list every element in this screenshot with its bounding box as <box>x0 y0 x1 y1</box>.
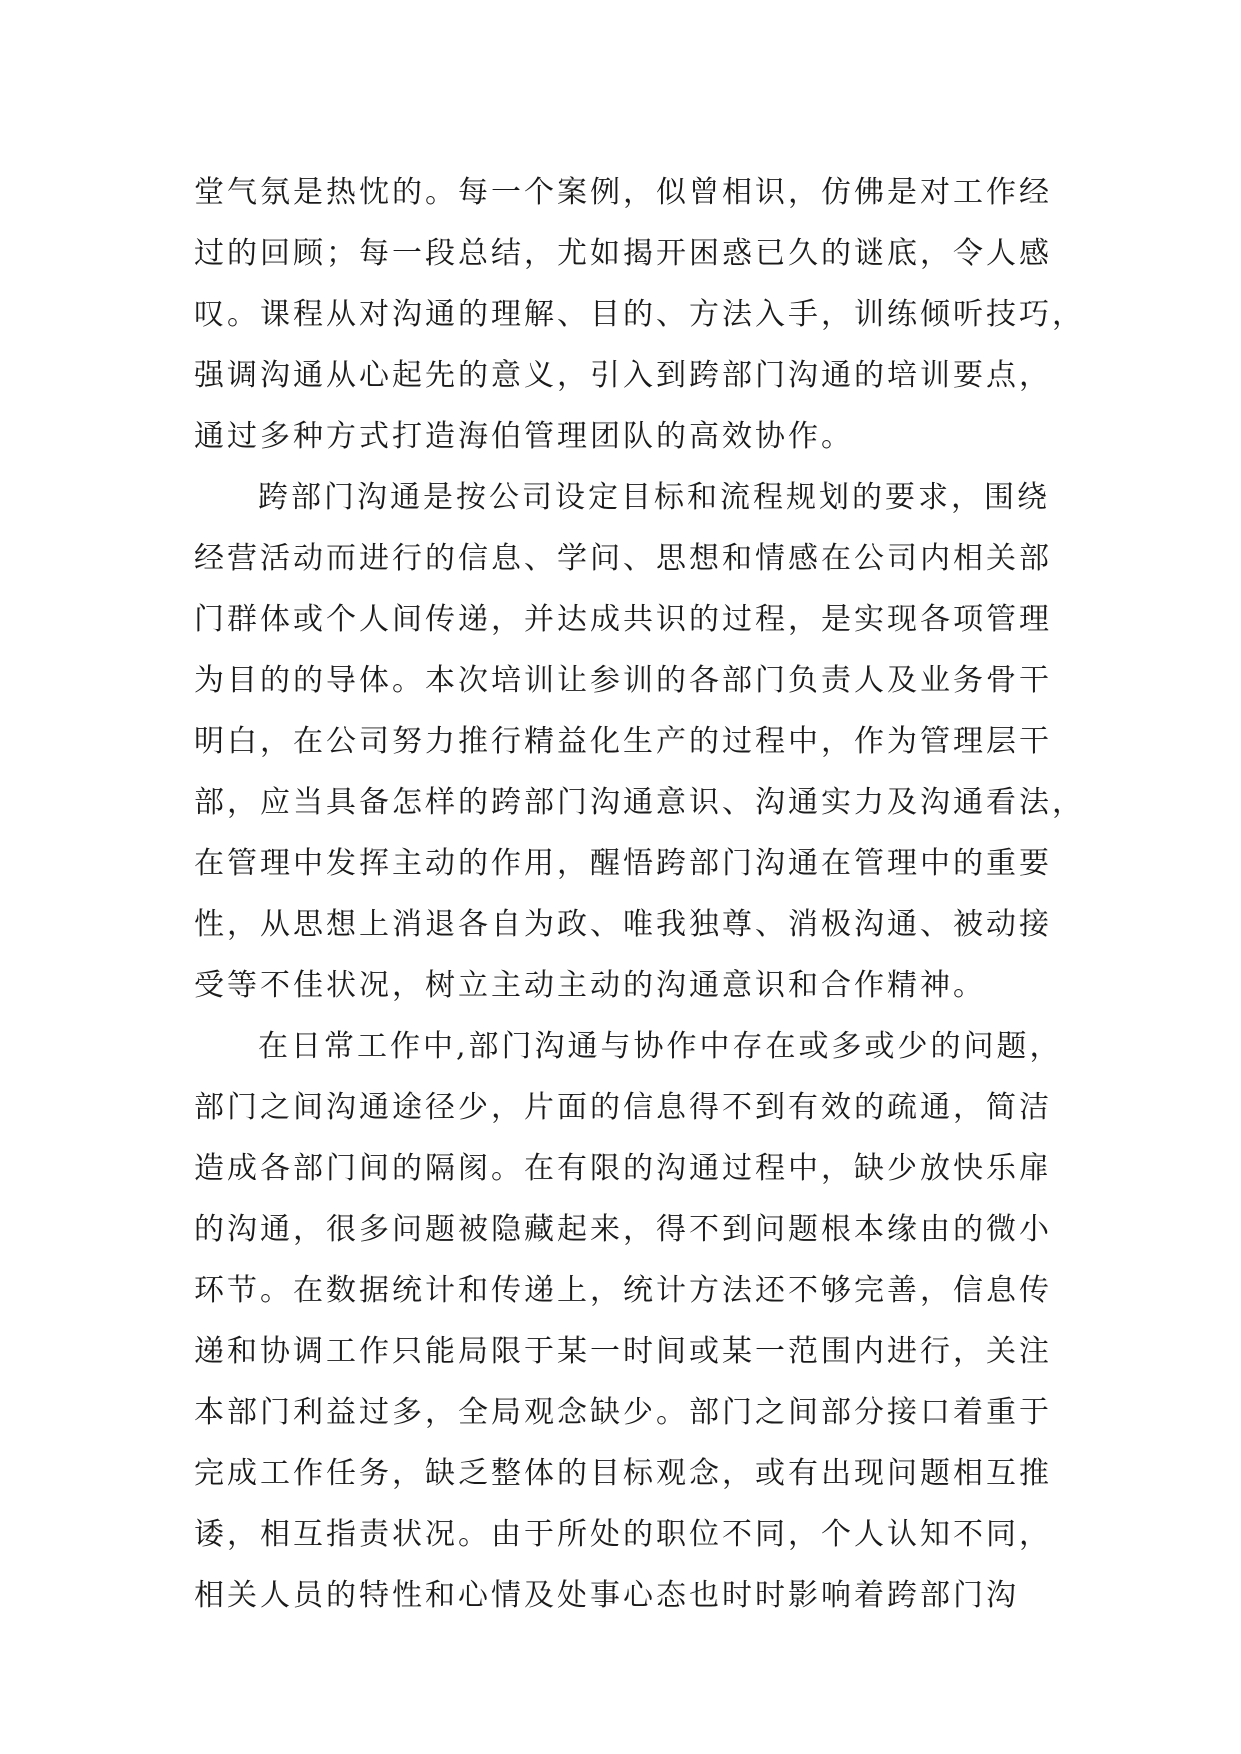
text-line: 受等不佳状况，树立主动主动的沟通意识和合作精神。 <box>194 968 986 1003</box>
text-line: 诿，相互指责状况。由于所处的职位不同，个人认知不同， <box>194 1517 1052 1552</box>
paragraph-3 <box>194 1016 1063 1626</box>
paragraph-2 <box>194 467 1085 1016</box>
text-line: 为目的的导体。本次培训让参训的各部门负责人及业务骨干 <box>194 663 1052 698</box>
text-line: 堂气氛是热忱的。每一个案例，似曾相识，仿佛是对工作经 <box>194 175 1052 210</box>
paragraph-1 <box>194 162 1085 467</box>
text-line: 本部门利益过多，全局观念缺少。部门之间部分接口着重于 <box>194 1395 1052 1430</box>
text-line: 叹。课程从对沟通的理解、目的、方法入手，训练倾听技巧， <box>194 297 1085 332</box>
text-line: 经营活动而进行的信息、学问、思想和情感在公司内相关部 <box>194 541 1052 576</box>
text-line: 性，从思想上消退各自为政、唯我独尊、消极沟通、被动接 <box>194 907 1052 942</box>
text-line: 完成工作任务，缺乏整体的目标观念，或有出现问题相互推 <box>194 1456 1052 1491</box>
text-line: 在管理中发挥主动的作用，醒悟跨部门沟通在管理中的重要 <box>194 846 1052 881</box>
text-line: 递和协调工作只能局限于某一时间或某一范围内进行，关注 <box>194 1334 1052 1369</box>
text-line: 过的回顾；每一段总结，尤如揭开困惑已久的谜底，令人感 <box>194 236 1052 271</box>
text-line: 强调沟通从心起先的意义，引入到跨部门沟通的培训要点， <box>194 358 1052 393</box>
text-line: 的沟通，很多问题被隐藏起来，得不到问题根本缘由的微小 <box>194 1212 1052 1247</box>
text-line: 部，应当具备怎样的跨部门沟通意识、沟通实力及沟通看法， <box>194 785 1085 820</box>
text-line: 环节。在数据统计和传递上，统计方法还不够完善，信息传 <box>194 1273 1052 1308</box>
text-line: 跨部门沟通是按公司设定目标和流程规划的要求，围绕 <box>258 480 1050 515</box>
text-line: 造成各部门间的隔阂。在有限的沟通过程中，缺少放快乐扉 <box>194 1151 1052 1186</box>
text-line: 部门之间沟通途径少，片面的信息得不到有效的疏通，简洁 <box>194 1090 1052 1125</box>
text-line: 门群体或个人间传递，并达成共识的过程，是实现各项管理 <box>194 602 1052 637</box>
text-line: 在日常工作中,部门沟通与协作中存在或多或少的问题， <box>258 1029 1063 1064</box>
document-body <box>194 162 1085 1626</box>
text-line: 通过多种方式打造海伯管理团队的高效协作。 <box>194 419 854 454</box>
text-line: 明白，在公司努力推行精益化生产的过程中，作为管理层干 <box>194 724 1052 759</box>
text-line: 相关人员的特性和心情及处事心态也时时影响着跨部门沟 <box>194 1578 1019 1613</box>
